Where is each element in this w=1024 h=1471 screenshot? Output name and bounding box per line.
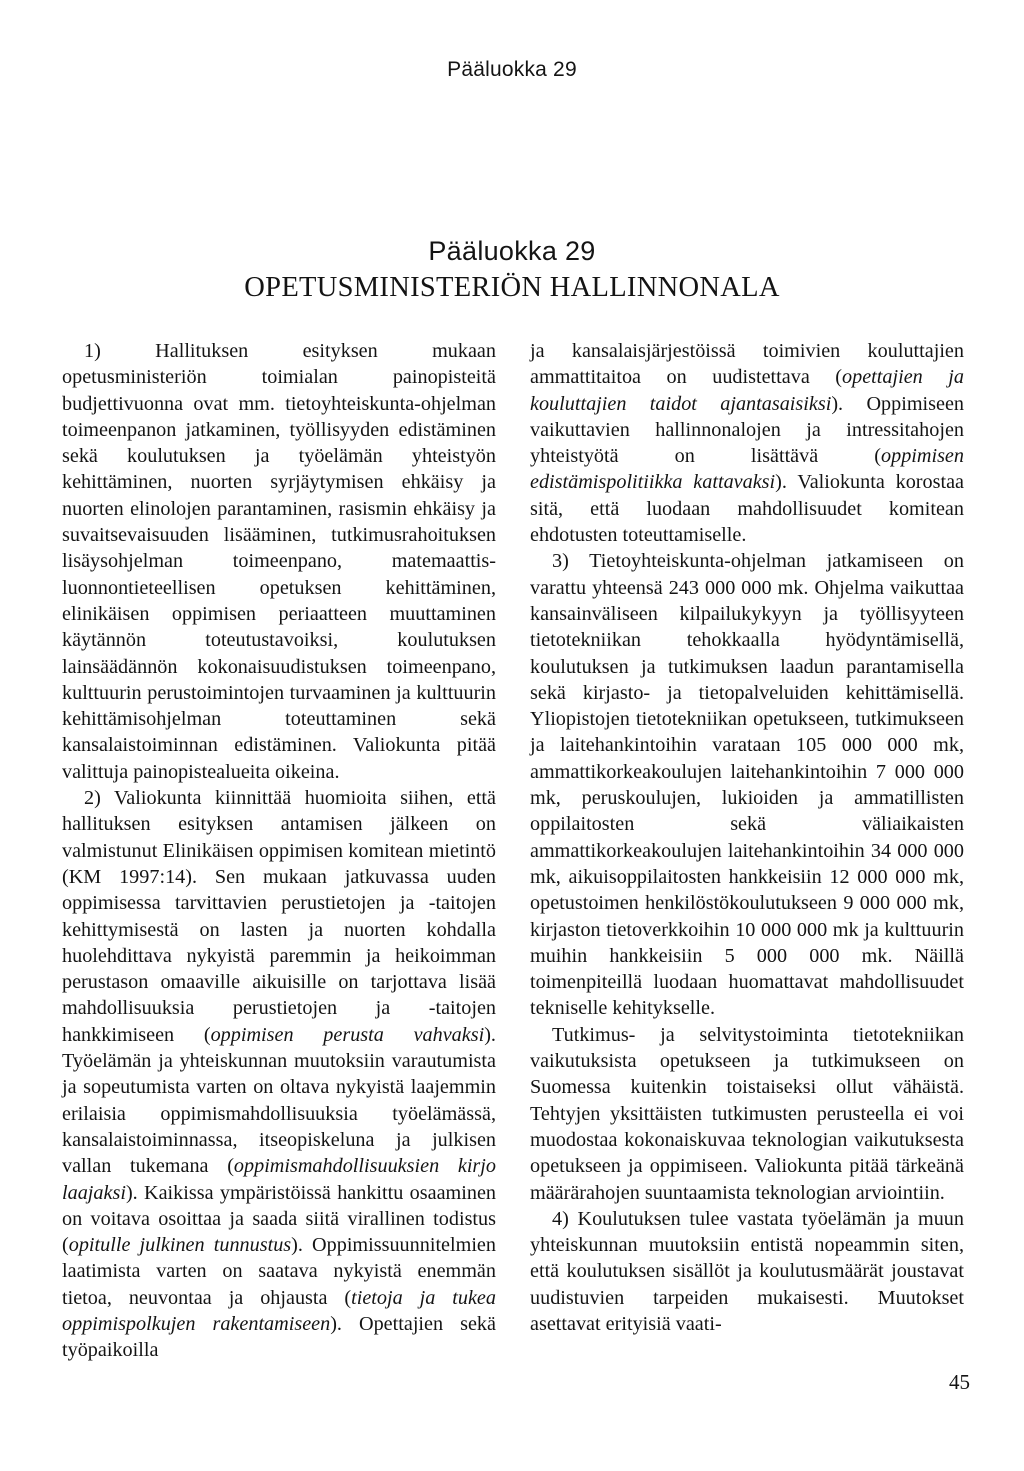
paragraph-2-emphasis-2: oppimismahdollisuuksien kirjo laajaksi [62, 1155, 496, 1204]
continued-emphasis-2: oppimisen edistämispolitiikka kattavaksi [530, 445, 964, 494]
paragraph-3: 3) Tietoyhteiskunta-ohjelman jatkamiseen on varattu yhteensä 243 000 000 mk. Ohjelma vaikuttaa kansainväliseen kilpailukykyyn ja työllisyyteen tietotekniikan tehokkaalla hyödyntämisellä, koulutuksen ja tutkimuksen laadun parantamisella sekä kirjasto- ja tietopalveluiden kehittämisellä. Yliopistojen tietotekniikan opetukseen, tutkimukseen ja laitehankintoihin varataan 105 000 000 mk, ammattikorkeakoulujen laitehankintoihin 7 000 000 mk, peruskoulujen, lukioiden ja ammatillisten oppilaitosten sekä väliaikaisten ammattikorkeakoulujen laitehankintoihin 34 000 000 mk, aikuisoppilaitosten hankkeisiin 12 000 000 mk, opetustoimen henkilöstökoulutukseen 9 000 000 mk, kirjaston tietoverkkoihin 10 000 000 mk ja kulttuurin muihin hankkeisiin 5 000 000 mk. Näillä toimenpiteillä luodaan huomattavat mahdollisuudet tekniselle kehitykselle. [530, 550, 964, 1020]
section-title: Pääluokka 29 [428, 236, 596, 266]
right-column [530, 338, 964, 1337]
continued-text-b: ). Oppimiseen vaikuttavien hallinnonalojen ja intressitahojen yhteistyötä on lisättävä ( [530, 392, 964, 468]
paragraph-2-emphasis-1: oppimisen perusta vahvaksi [210, 1023, 485, 1046]
section-subtitle: OPETUSMINISTERIÖN HALLINNONALA [244, 272, 780, 303]
paragraph-2-text-c: ). Kaikissa ympäristöissä hankittu osaaminen on voitava osoittaa ja saada siitä virallinen todistus ( [62, 1181, 496, 1257]
paragraph-5: 4) Koulutuksen tulee vastata työelämän ja muun yhteiskunnan muutoksiin entistä nopeammin siten, että koulutuksen sisällöt ja koulutusmäärät joustavat uudistuvien tarpeiden mukaisesti. Muutokset asettavat erityisiä vaati- [530, 1207, 964, 1335]
page-number: 45 [949, 1370, 970, 1394]
continued-emphasis-1: opettajien ja kouluttajien taidot ajantasaisiksi [530, 366, 964, 415]
running-head: Pääluokka 29 [447, 58, 577, 81]
continued-text-c: ). Valiokunta korostaa sitä, että luodaan mahdollisuudet komitean ehdotusten toteuttamiselle. [530, 471, 964, 547]
left-column [62, 338, 496, 1364]
paragraph-2-text-a: 2) Valiokunta kiinnittää huomioita siihen, että hallituksen esityksen antamisen jälkeen on valmistunut Elinikäisen oppimisen komitean mietintö (KM 1997:14). Sen mukaan jatkuvassa uuden oppimisessa tarvittavien perustietojen ja -taitojen kehittymisestä on lasten ja nuorten kohdalla huolehdittava nykyistä paremmin ja heikoimman perustason omaaville aikuisille on tarjottava lisää mahdollisuuksia perustietojen ja -taitojen hankkimiseen ( [62, 787, 496, 1046]
continued-text-a: ja kansalaisjärjestöissä toimivien kouluttajien ammattitaitoa on uudistettava ( [530, 340, 964, 389]
paragraph-2 [62, 785, 496, 1364]
paragraph-2-emphasis-3: opitulle julkinen tunnustus [68, 1234, 292, 1257]
paragraph-2-continued [530, 338, 964, 548]
paragraph-2-text-e: ). Opettajien sekä työpaikoilla [62, 1312, 496, 1362]
paragraph-2-text-b: ). Työelämän ja yhteiskunnan muutoksiin varautumista ja sopeutumista varten on oltava nykyistä laajemmin erilaisia oppimismahdollisuuksia työelämässä, kansalaistoiminnassa, itseopiskeluna ja julkisen vallan tukemana ( [62, 1023, 496, 1178]
paragraph-2-text-d: ). Oppimissuunnitelmien laatimista varten on saatava nykyistä enemmän tietoa, neuvontaa ja ohjausta ( [62, 1234, 496, 1309]
paragraph-4: Tutkimus- ja selvitystoiminta tietotekniikan vaikutuksista opetukseen ja tutkimukseen on Suomessa kuitenkin toistaiseksi ollut vähäistä. Tehtyjen yksittäisten tutkimusten perusteella ei voi muodostaa kokonaiskuvaa teknologian vaikutuksesta opetukseen ja oppimiseen. Valiokunta pitää tärkeänä määrärahojen suuntaamista teknologian arviointiin. [530, 1023, 964, 1204]
paragraph-1: 1) Hallituksen esityksen mukaan opetusministeriön toimialan painopisteitä budjettivuonna ovat mm. tietoyhteiskunta-ohjelman toimeenpanon jatkaminen, työllisyyden edistäminen sekä koulutuksen ja työelämän yhteistyön kehittäminen, nuorten syrjäytymisen ehkäisy ja nuorten elinolojen parantaminen, rasismin ehkäisy ja suvaitsevaisuuden lisääminen, tutkimusrahoituksen lisäysohjelman toimeenpano, matemaattis-luonnontieteellisen opetuksen kehittäminen, elinikäisen oppimisen periaatteen muuttaminen käytännön toteutustavoiksi, koulutuksen lainsäädännön kokonaisuudistuksen toimeenpano, kulttuurin perustoimintojen turvaaminen ja kulttuurin kehittämisohjelman toteuttaminen sekä kansalaistoiminnan edistäminen. Valiokunta pitää valittuja painopistealueita oikeina. [62, 340, 496, 783]
paragraph-2-emphasis-4: tietoja ja tukea oppimispolkujen rakentamiseen [62, 1286, 496, 1335]
